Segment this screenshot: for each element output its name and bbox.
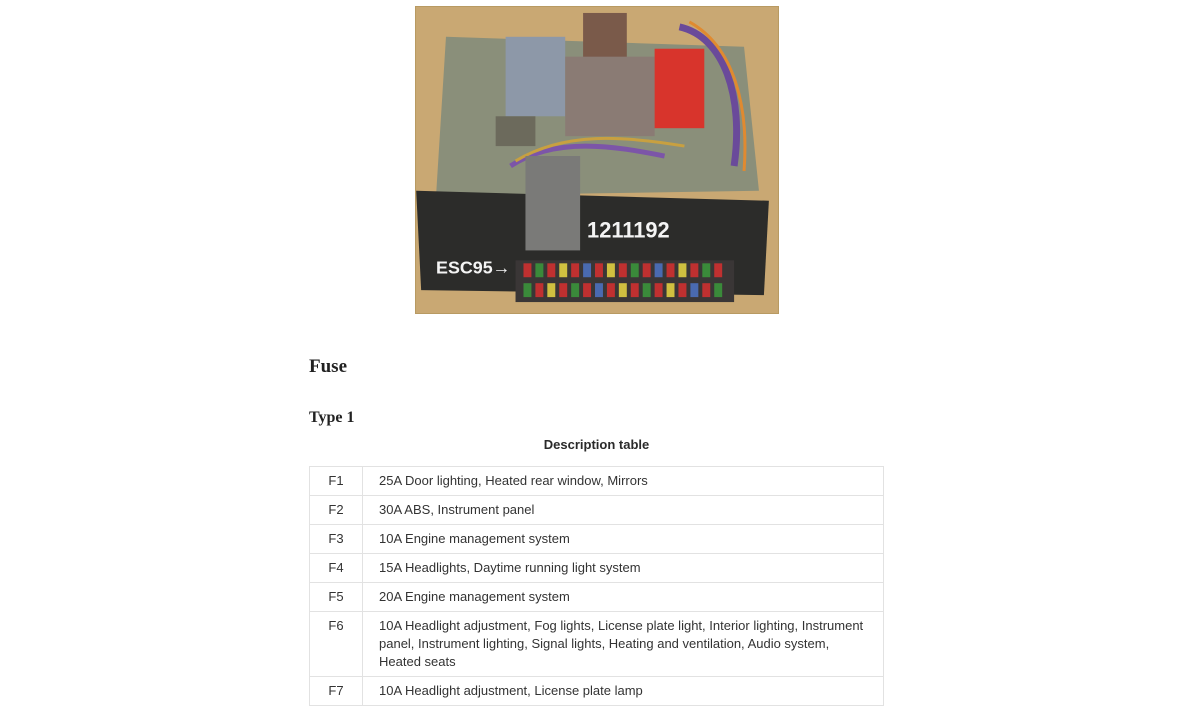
fuse-id: F5 <box>310 583 363 612</box>
fuse-id: F2 <box>310 496 363 525</box>
table-row <box>310 496 884 525</box>
table-caption: Description table <box>543 437 650 452</box>
table-row <box>310 525 884 554</box>
fuse-description: 10A Headlight adjustment, License plate lamp <box>363 677 884 706</box>
section-title: Fuse <box>309 356 347 377</box>
table-row <box>310 612 884 677</box>
subsection-title: Type 1 <box>309 409 355 426</box>
fuse-description: 15A Headlights, Daytime running light system <box>363 554 884 583</box>
table-row <box>310 583 884 612</box>
table-row <box>310 554 884 583</box>
fuse-description: 30A ABS, Instrument panel <box>363 496 884 525</box>
fuse-box-photo <box>415 6 779 314</box>
table-row <box>310 467 884 496</box>
fuse-description: 20A Engine management system <box>363 583 884 612</box>
photo-label-number: 1211192 <box>587 217 670 243</box>
fuse-description: 25A Door lighting, Heated rear window, Mirrors <box>363 467 884 496</box>
fuse-id: F7 <box>310 677 363 706</box>
table-row <box>310 677 884 706</box>
photo-label-code: ESC95→ <box>436 257 511 278</box>
fuse-description: 10A Engine management system <box>363 525 884 554</box>
fuse-description: 10A Headlight adjustment, Fog lights, License plate light, Interior lighting, Instrument panel, Instrument lighting, Signal lights, Heating and ventilation, Audio system, Heated seats <box>363 612 884 677</box>
fuse-id: F3 <box>310 525 363 554</box>
fuse-id: F1 <box>310 467 363 496</box>
fuse-id: F6 <box>310 612 363 677</box>
fuse-id: F4 <box>310 554 363 583</box>
fuse-description-table <box>309 466 884 706</box>
